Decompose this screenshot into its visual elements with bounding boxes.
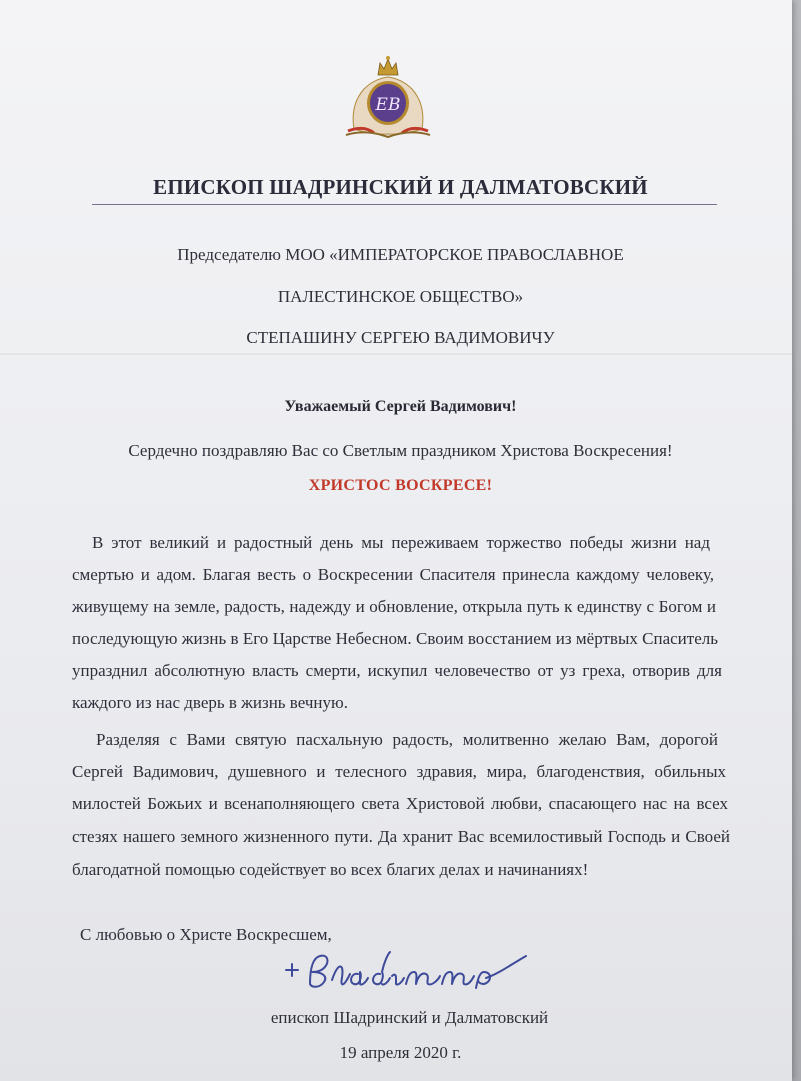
letterhead-title: ЕПИСКОП ШАДРИНСКИЙ И ДАЛМАТОВСКИЙ <box>153 175 648 199</box>
body-p1-line: смертью и адом. Благая весть о Воскресении Спасителя принесла каждому человеку, <box>72 565 714 584</box>
body-p1-line: В этот великий и радостный день мы переживаем торжество победы жизни над <box>92 533 710 552</box>
title-underline <box>92 204 717 205</box>
body-p2-line: благодатной помощью содействует во всех благих делах и начинаниях! <box>72 860 589 879</box>
congratulation-line: Сердечно поздравляю Вас со Светлым праздником Христова Воскресения! <box>128 441 673 460</box>
signoff: С любовью о Христе Воскресшем, <box>80 925 332 944</box>
body-p1-line: последующую жизнь в Его Царстве Небесном. Своим восстанием из мёртвых Спаситель <box>72 629 718 648</box>
addressee-line-1: Председателю МОО «ИМПЕРАТОРСКОЕ ПРАВОСЛАВНОЕ <box>177 245 624 264</box>
body-p2-line: Сергей Вадимович, душевного и телесного здравия, мира, благоденствия, обильных <box>72 762 726 781</box>
paper-fold-crease <box>0 352 792 356</box>
body-p1-line: упразднил абсолютную власть смерти, искупил человечество от уз греха, отворив для <box>72 661 722 680</box>
addressee-line-3: СТЕПАШИНУ СЕРГЕЮ ВАДИМОВИЧУ <box>246 328 555 347</box>
letter-date: 19 апреля 2020 г. <box>339 1043 462 1062</box>
body-p2-line: Разделяя с Вами святую пасхальную радость, молитвенно желаю Вам, дорогой <box>96 730 718 749</box>
body-p1-line: живущему на земле, радость, надежду и обновление, открыла путь к единству с Богом и <box>72 597 716 616</box>
body-p2-line: милостей Божьих и всенаполняющего света Христовой любви, спасающего нас на всех <box>72 794 728 813</box>
addressee-line-2: ПАЛЕСТИНСКОЕ ОБЩЕСТВО» <box>277 287 524 306</box>
diocese-emblem-icon <box>344 55 432 140</box>
body-p1-line: каждого из нас дверь в жизнь вечную. <box>72 693 348 712</box>
body-p2-line: стезях нашего земного жизненного пути. Да хранит Вас всемилостивый Господь и Своей <box>72 827 730 846</box>
salutation: Уважаемый Сергей Вадимович! <box>284 398 517 415</box>
signatory-title: епископ Шадринский и Далматовский <box>270 1008 549 1027</box>
paschal-greeting: ХРИСТОС ВОСКРЕСЕ! <box>308 477 493 494</box>
handwritten-signature <box>280 948 530 1003</box>
emblem-monogram: ЕВ <box>375 95 401 115</box>
